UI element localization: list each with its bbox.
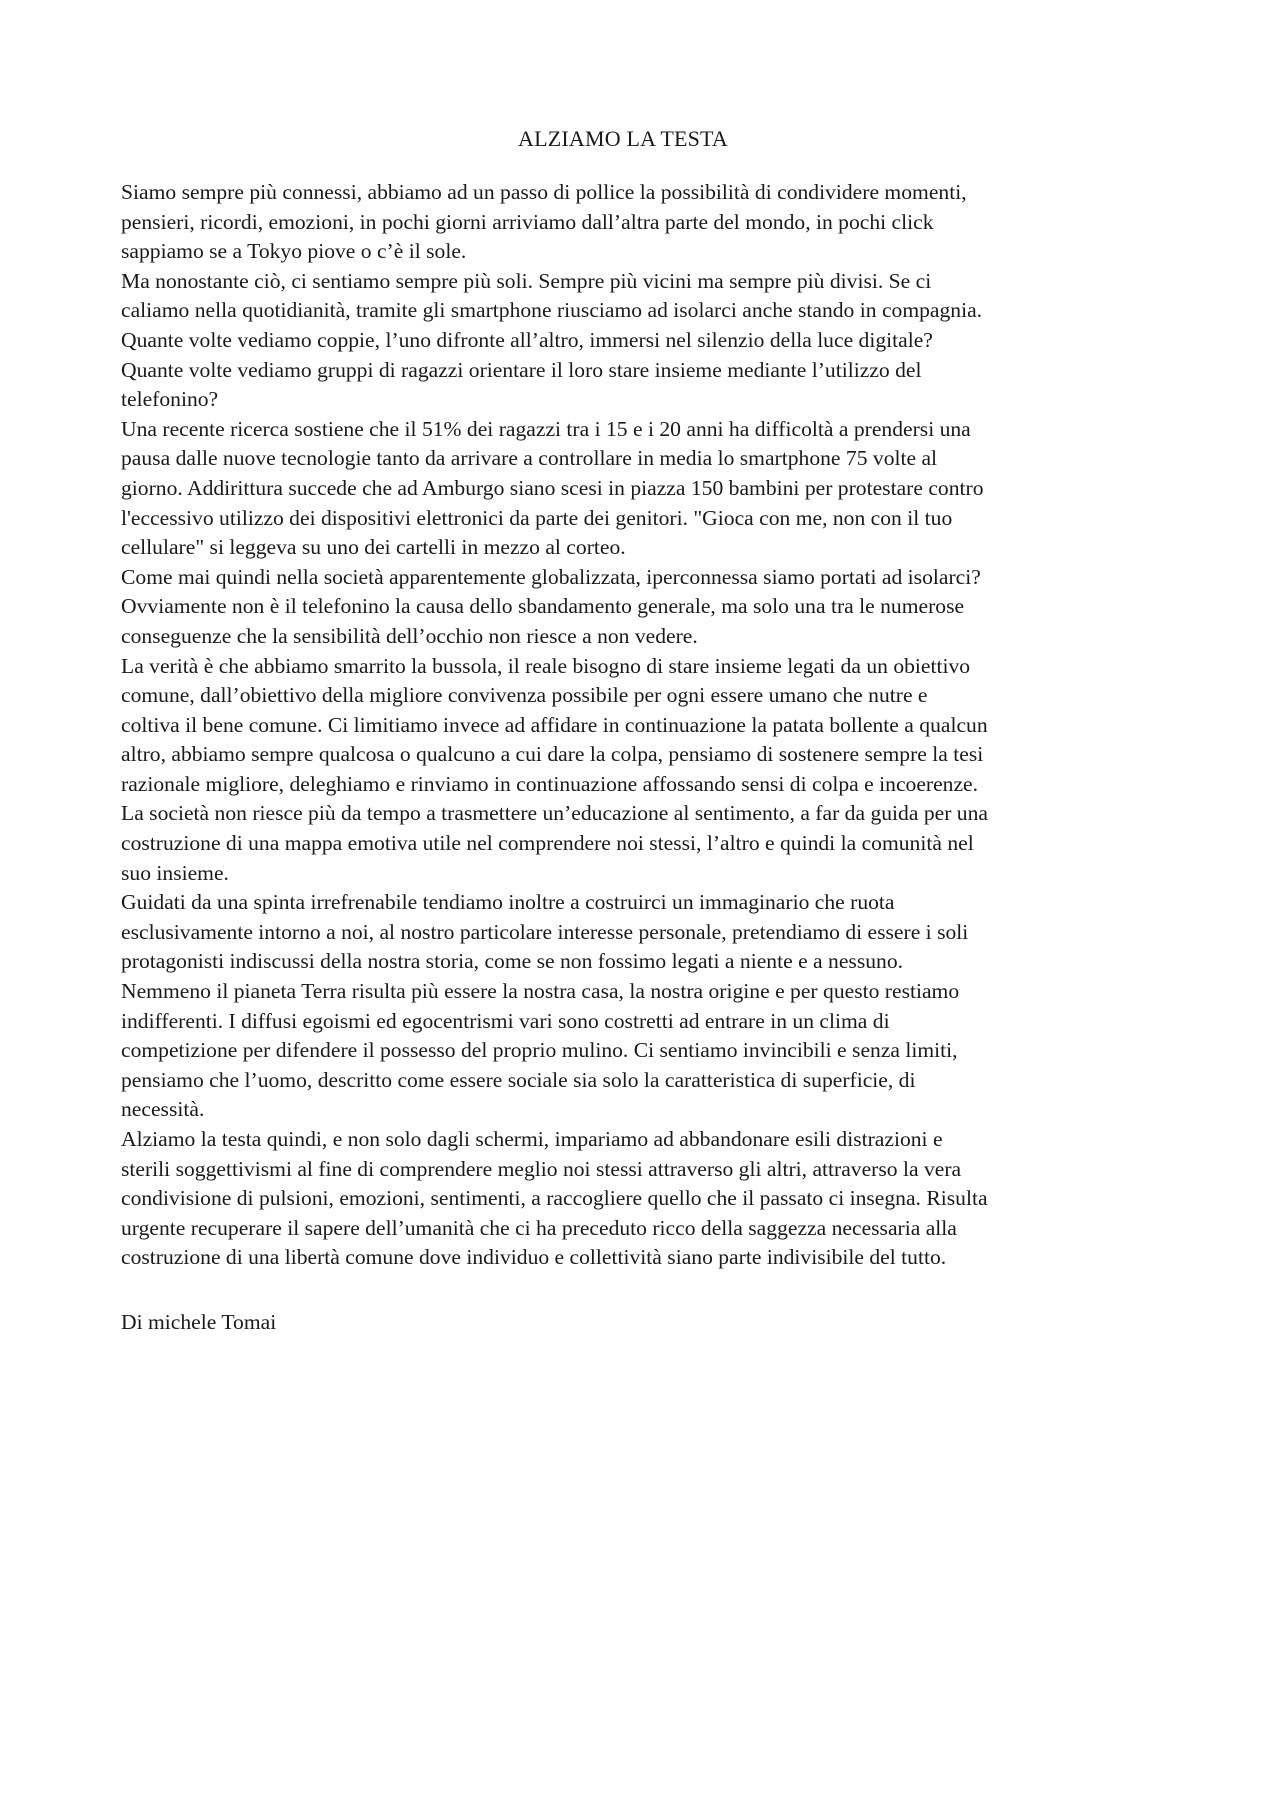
body-line: Guidati da una spinta irrefrenabile tendiamo inoltre a costruirci un immaginario che ruota [121,890,895,915]
body-line: Ovviamente non è il telefonino la causa dello sbandamento generale, ma solo una tra le numerose [121,594,965,619]
body-line: Una recente ricerca sostiene che il 51% dei ragazzi tra i 15 e i 20 anni ha difficoltà a prendersi una [121,416,971,441]
body-line: sterili soggettivismi al fine di comprendere meglio noi stessi attraverso gli altri, attraverso la vera [121,1156,962,1181]
body-line: caliamo nella quotidianità, tramite gli smartphone riusciamo ad isolarci anche stando in compagnia. [121,298,983,323]
body-line: indifferenti. I diffusi egoismi ed egocentrismi vari sono costretti ad entrare in un clima di [121,1008,890,1033]
body-line: Siamo sempre più connessi, abbiamo ad un passo di pollice la possibilità di condividere momenti, [121,180,967,204]
body-line: Alziamo la testa quindi, e non solo dagli schermi, impariamo ad abbandonare esili distrazioni e [121,1127,943,1151]
document-title: ALZIAMO LA TESTA [517,126,729,151]
body-line: La società non riesce più da tempo a trasmettere un’educazione al sentimento, a far da guida per una [121,801,988,826]
body-line: conseguenze che la sensibilità dell’occhio non riesce a non vedere. [121,623,698,648]
body-line: La verità è che abbiamo smarrito la bussola, il reale bisogno di stare insieme legati da un obiettivo [121,653,971,678]
body-line: Come mai quindi nella società apparentemente globalizzata, iperconnessa siamo portati ad isolarci? [121,564,981,589]
body-line: suo insieme. [121,860,229,885]
body-line: necessità. [121,1097,205,1122]
body-line: costruzione di una mappa emotiva utile nel comprendere noi stessi, l’altro e quindi la comunità nel [121,831,974,856]
body-line: pausa dalle nuove tecnologie tanto da arrivare a controllare in media lo smartphone 75 volte al [121,446,938,471]
author-signature: Di michele Tomai [121,1310,277,1334]
body-line: giorno. Addirittura succede che ad Amburgo siano scesi in piazza 150 bambini per protestare contro [121,475,984,500]
body-line: sappiamo se a Tokyo piove o c’è il sole. [121,239,467,264]
body-line: condivisione di pulsioni, emozioni, sentimenti, a raccogliere quello che il passato ci insegna. Risulta [121,1186,988,1211]
body-line: coltiva il bene comune. Ci limitiamo invece ad affidare in continuazione la patata bollente a qualcun [121,712,988,737]
body-line: Ma nonostante ciò, ci sentiamo sempre più soli. Sempre più vicini ma sempre più divisi. Se ci [121,268,932,293]
body-line: cellulare" si leggeva su uno dei cartelli in mezzo al corteo. [121,535,626,560]
body-line: razionale migliore, deleghiamo e rinviamo in continuazione affossando sensi di colpa e incoerenze. [121,771,979,796]
body-line: pensiamo che l’uomo, descritto come essere sociale sia solo la caratteristica di superficie, di [121,1067,916,1092]
body-line: telefonino? [121,387,219,412]
body-line: altro, abbiamo sempre qualcosa o qualcuno a cui dare la colpa, pensiamo di sostenere sempre la tesi [121,742,984,767]
body-line: competizione per difendere il possesso del proprio mulino. Ci sentiamo invincibili e senza limiti, [121,1038,958,1063]
body-line: comune, dall’obiettivo della migliore convivenza possibile per ogni essere umano che nutre e [121,683,928,708]
body-line: l'eccessivo utilizzo dei dispositivi elettronici da parte dei genitori. "Gioca con me, non con il tuo [121,505,953,530]
body-line: pensieri, ricordi, emozioni, in pochi giorni arriviamo dall’altra parte del mondo, in pochi click [121,209,934,234]
body-line: protagonisti indiscussi della nostra storia, come se non fossimo legati a niente e a nessuno. [121,949,904,974]
document-body [121,178,1181,1273]
body-line: Quante volte vediamo gruppi di ragazzi orientare il loro stare insieme mediante l’utilizzo del [121,357,922,382]
body-line: esclusivamente intorno a noi, al nostro particolare interesse personale, pretendiamo di essere i soli [121,919,969,944]
body-line: urgente recuperare il sapere dell’umanità che ci ha preceduto ricco della saggezza necessaria alla [121,1215,957,1240]
body-line: Nemmeno il pianeta Terra risulta più essere la nostra casa, la nostra origine e per questo restiamo [121,979,960,1004]
body-line: Quante volte vediamo coppie, l’uno difronte all’altro, immersi nel silenzio della luce digitale? [121,327,933,352]
body-line: costruzione di una libertà comune dove individuo e collettività siano parte indivisibile del tutto. [121,1245,947,1270]
